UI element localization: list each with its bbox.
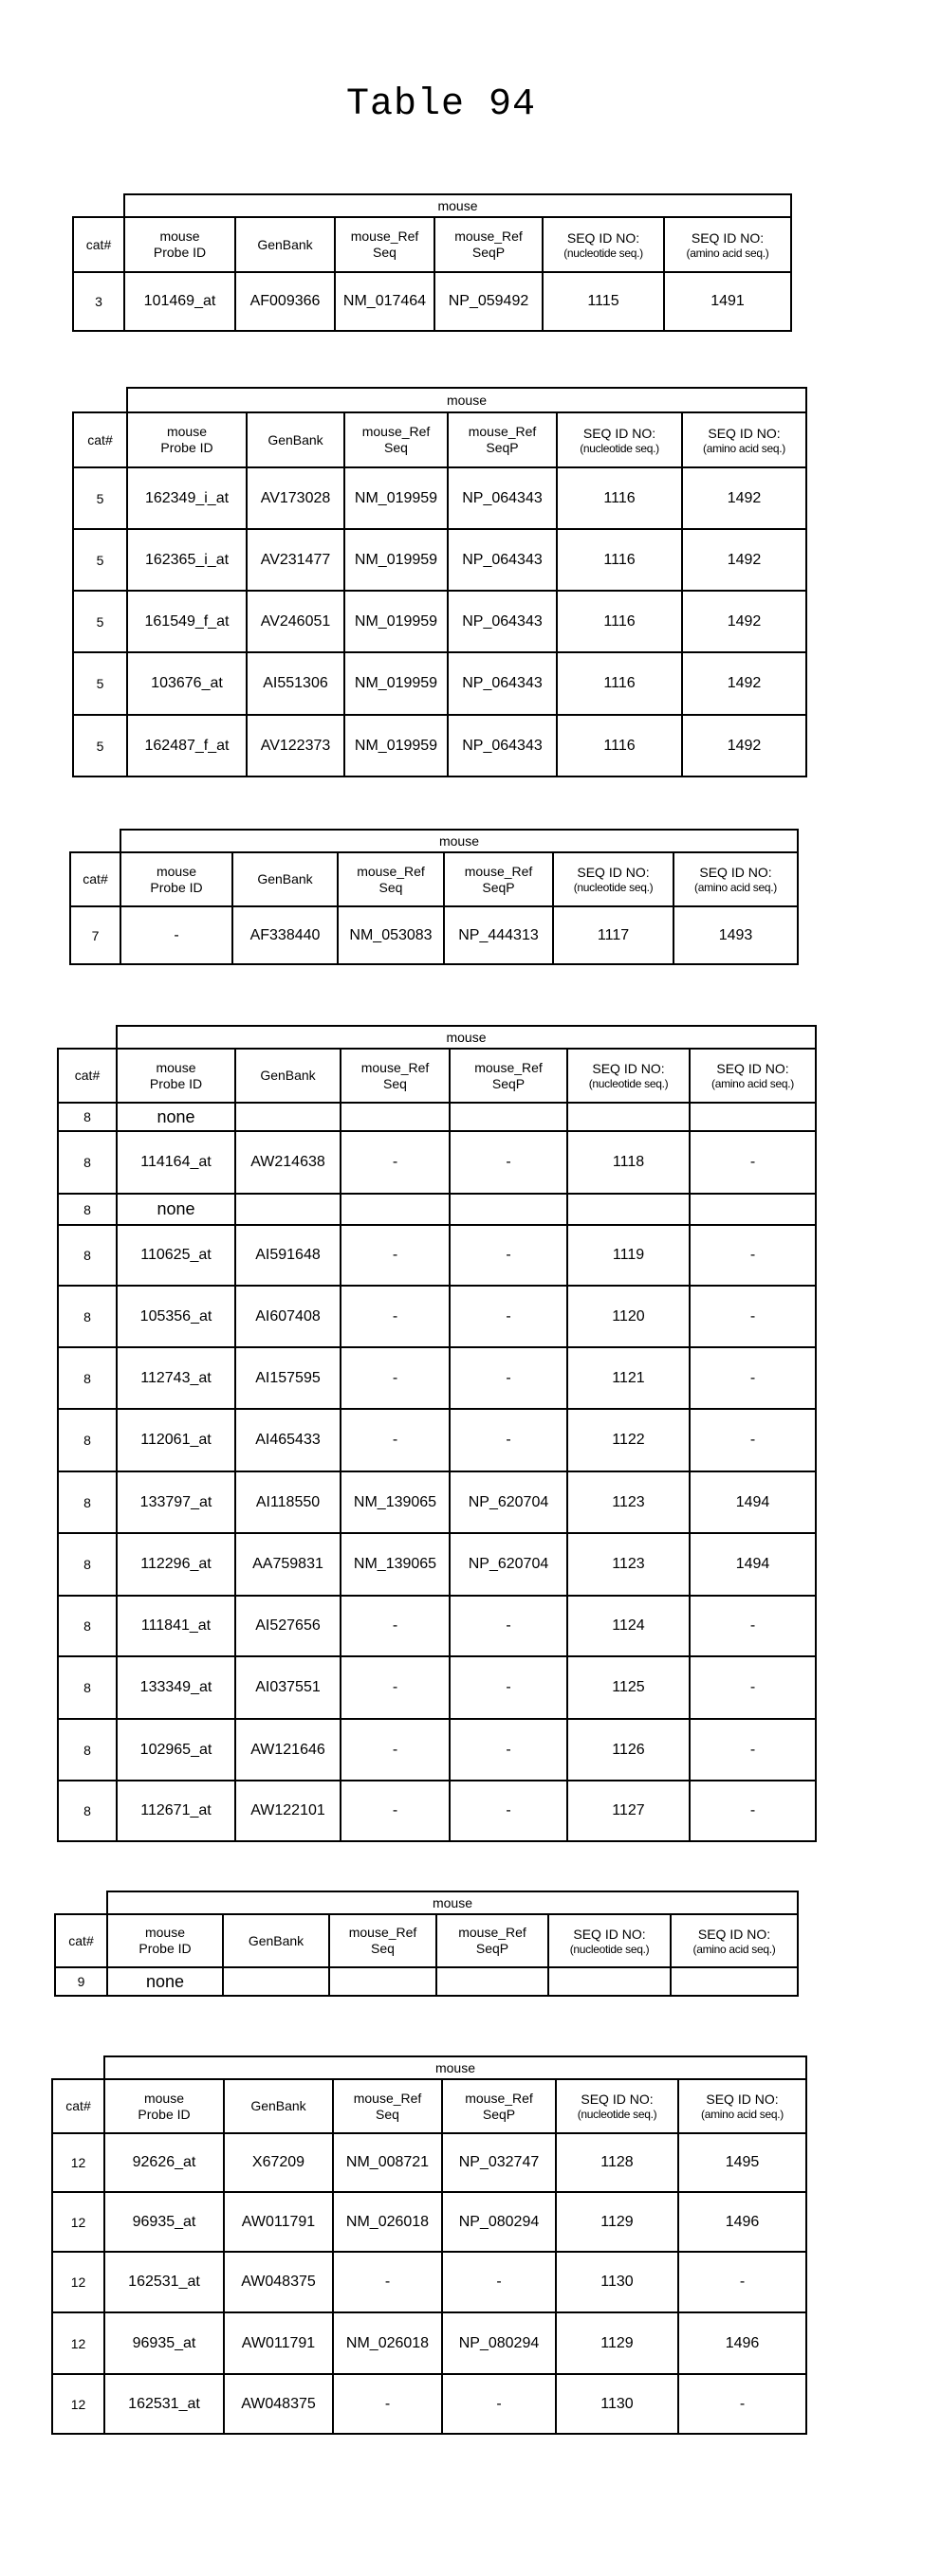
cell-ref-seqp: - bbox=[450, 1409, 567, 1471]
cell-probe-id: 114164_at bbox=[117, 1131, 235, 1194]
col-header-cat: cat# bbox=[52, 2079, 104, 2133]
cell-genbank bbox=[235, 1103, 341, 1131]
cell-seq-aa: - bbox=[678, 2252, 806, 2312]
data-table bbox=[72, 193, 792, 332]
col-header-ref-seq: mouse_Ref Seq bbox=[341, 1049, 450, 1103]
table-row bbox=[58, 1103, 816, 1131]
table-row bbox=[58, 1347, 816, 1409]
cell-probe-id: 101469_at bbox=[124, 272, 235, 331]
cell-seq-aa: 1492 bbox=[682, 467, 806, 529]
data-table bbox=[57, 1025, 817, 1842]
cell-seq-nt: 1121 bbox=[567, 1347, 690, 1409]
cell-seq-nt: 1130 bbox=[556, 2252, 678, 2312]
cell-ref-seqp bbox=[436, 1967, 548, 1996]
cell-ref-seqp: NP_064343 bbox=[448, 591, 557, 652]
cell-seq-nt: 1116 bbox=[557, 467, 682, 529]
cell-seq-aa: - bbox=[690, 1409, 816, 1471]
cell-cat: 8 bbox=[58, 1471, 117, 1533]
cell-ref-seq: - bbox=[341, 1131, 450, 1194]
col-header-cat: cat# bbox=[70, 852, 120, 906]
col-header-seq-nt: SEQ ID NO: (nucleotide seq.) bbox=[548, 1914, 671, 1967]
group-header-row bbox=[70, 830, 798, 852]
cell-seq-nt: 1123 bbox=[567, 1471, 690, 1533]
cell-seq-aa: 1496 bbox=[678, 2192, 806, 2252]
col-header-genbank: GenBank bbox=[223, 1914, 329, 1967]
page-title: Table 94 bbox=[0, 83, 882, 126]
cell-genbank: AA759831 bbox=[235, 1533, 341, 1596]
cell-seq-nt: 1129 bbox=[556, 2192, 678, 2252]
col-header-ref-seq: mouse_Ref Seq bbox=[338, 852, 444, 906]
cell-seq-nt: 1125 bbox=[567, 1656, 690, 1719]
table-row bbox=[70, 906, 798, 964]
cell-seq-nt: 1128 bbox=[556, 2133, 678, 2192]
group-header-row bbox=[55, 1891, 798, 1914]
cell-ref-seq: - bbox=[341, 1656, 450, 1719]
cell-seq-nt: 1122 bbox=[567, 1409, 690, 1471]
cell-probe-id: - bbox=[120, 906, 232, 964]
col-header-seq-nt-sub: (nucleotide seq.) bbox=[557, 2108, 677, 2121]
col-header-ref-seqp: mouse_Ref SeqP bbox=[448, 412, 557, 467]
col-header-cat: cat# bbox=[58, 1049, 117, 1103]
cell-ref-seq: NM_139065 bbox=[341, 1533, 450, 1596]
column-header-row bbox=[73, 217, 791, 272]
cell-ref-seq: - bbox=[341, 1719, 450, 1781]
cell-probe-id: 102965_at bbox=[117, 1719, 235, 1781]
col-header-seq-aa: SEQ ID NO: (amino acid seq.) bbox=[673, 852, 798, 906]
cell-ref-seqp: NP_080294 bbox=[442, 2312, 556, 2374]
col-header-seq-aa: SEQ ID NO: (amino acid seq.) bbox=[682, 412, 806, 467]
group-header-mouse: mouse bbox=[124, 194, 791, 217]
cell-ref-seqp: NP_444313 bbox=[444, 906, 553, 964]
cell-genbank: AW122101 bbox=[235, 1781, 341, 1841]
table-row bbox=[58, 1131, 816, 1194]
col-header-seq-nt: SEQ ID NO: (nucleotide seq.) bbox=[543, 217, 664, 272]
group-header-mouse: mouse bbox=[107, 1891, 798, 1914]
cell-ref-seq: - bbox=[341, 1781, 450, 1841]
data-table bbox=[54, 1891, 799, 1997]
cell-probe-id: 96935_at bbox=[104, 2312, 224, 2374]
col-header-genbank: GenBank bbox=[224, 2079, 333, 2133]
cell-seq-aa: - bbox=[690, 1286, 816, 1347]
column-header-row bbox=[58, 1049, 816, 1103]
cell-cat: 5 bbox=[73, 467, 127, 529]
cell-genbank: AW214638 bbox=[235, 1131, 341, 1194]
col-header-cat: cat# bbox=[55, 1914, 107, 1967]
table-row bbox=[73, 591, 806, 652]
cell-cat: 5 bbox=[73, 591, 127, 652]
table-row bbox=[73, 529, 806, 591]
cell-seq-nt: 1120 bbox=[567, 1286, 690, 1347]
cell-ref-seqp: - bbox=[450, 1596, 567, 1656]
cell-ref-seq: NM_026018 bbox=[333, 2192, 442, 2252]
col-header-seq-aa-sub: (amino acid seq.) bbox=[679, 2108, 805, 2121]
table-row bbox=[55, 1967, 798, 1996]
cell-ref-seqp: - bbox=[450, 1347, 567, 1409]
col-header-seq-nt-sub: (nucleotide seq.) bbox=[544, 247, 663, 260]
group-header-mouse: mouse bbox=[127, 388, 806, 412]
table-row bbox=[73, 467, 806, 529]
cell-ref-seq: NM_019959 bbox=[344, 467, 448, 529]
group-header-row bbox=[58, 1026, 816, 1049]
col-header-seq-nt: SEQ ID NO: (nucleotide seq.) bbox=[557, 412, 682, 467]
cell-seq-aa: 1491 bbox=[664, 272, 791, 331]
col-header-seq-aa: SEQ ID NO: (amino acid seq.) bbox=[664, 217, 791, 272]
cell-cat: 8 bbox=[58, 1103, 117, 1131]
cell-probe-id: 92626_at bbox=[104, 2133, 224, 2192]
table-row bbox=[52, 2312, 806, 2374]
table-row bbox=[58, 1471, 816, 1533]
cell-seq-aa: 1492 bbox=[682, 715, 806, 776]
cell-cat: 8 bbox=[58, 1533, 117, 1596]
cell-cat: 8 bbox=[58, 1656, 117, 1719]
cell-seq-aa: 1496 bbox=[678, 2312, 806, 2374]
col-header-probe-id: mouse Probe ID bbox=[124, 217, 235, 272]
cell-cat: 12 bbox=[52, 2374, 104, 2434]
cell-seq-aa: - bbox=[690, 1656, 816, 1719]
cell-cat: 12 bbox=[52, 2133, 104, 2192]
table-row bbox=[58, 1656, 816, 1719]
cell-seq-aa: 1492 bbox=[682, 529, 806, 591]
col-header-seq-aa-sub: (amino acid seq.) bbox=[674, 881, 797, 894]
cell-seq-aa: - bbox=[690, 1347, 816, 1409]
cell-probe-id: 162531_at bbox=[104, 2374, 224, 2434]
cell-ref-seqp: - bbox=[442, 2252, 556, 2312]
cell-seq-nt: 1119 bbox=[567, 1225, 690, 1286]
header-blank-cell bbox=[70, 830, 120, 852]
cell-seq-nt: 1115 bbox=[543, 272, 664, 331]
cell-ref-seq: NM_053083 bbox=[338, 906, 444, 964]
cell-ref-seq bbox=[341, 1194, 450, 1225]
table-row bbox=[73, 272, 791, 331]
cell-ref-seqp bbox=[450, 1103, 567, 1131]
cell-seq-nt: 1126 bbox=[567, 1719, 690, 1781]
cell-ref-seqp: NP_080294 bbox=[442, 2192, 556, 2252]
col-header-ref-seq: mouse_Ref Seq bbox=[335, 217, 434, 272]
table-row bbox=[58, 1286, 816, 1347]
col-header-seq-nt: SEQ ID NO: (nucleotide seq.) bbox=[553, 852, 673, 906]
cell-seq-aa: 1494 bbox=[690, 1533, 816, 1596]
cell-ref-seqp: - bbox=[442, 2374, 556, 2434]
cell-genbank bbox=[223, 1967, 329, 1996]
cell-cat: 3 bbox=[73, 272, 124, 331]
cell-genbank: AI037551 bbox=[235, 1656, 341, 1719]
cell-genbank: AF009366 bbox=[235, 272, 335, 331]
cell-seq-aa: 1492 bbox=[682, 591, 806, 652]
cell-seq-aa bbox=[671, 1967, 798, 1996]
col-header-seq-aa-sub: (amino acid seq.) bbox=[683, 442, 805, 455]
cell-probe-id: 162531_at bbox=[104, 2252, 224, 2312]
table-row bbox=[58, 1409, 816, 1471]
column-header-row bbox=[70, 852, 798, 906]
cell-ref-seqp: NP_064343 bbox=[448, 652, 557, 715]
cell-genbank bbox=[235, 1194, 341, 1225]
cell-probe-id: 112061_at bbox=[117, 1409, 235, 1471]
cell-ref-seqp: - bbox=[450, 1719, 567, 1781]
cell-ref-seqp bbox=[450, 1194, 567, 1225]
cell-probe-id: none bbox=[117, 1194, 235, 1225]
cell-ref-seqp: - bbox=[450, 1781, 567, 1841]
cell-probe-id: 105356_at bbox=[117, 1286, 235, 1347]
col-header-probe-id: mouse Probe ID bbox=[104, 2079, 224, 2133]
cell-genbank: AW048375 bbox=[224, 2374, 333, 2434]
column-header-row bbox=[55, 1914, 798, 1967]
cell-genbank: AI551306 bbox=[247, 652, 344, 715]
cell-seq-nt bbox=[548, 1967, 671, 1996]
col-header-seq-aa: SEQ ID NO: (amino acid seq.) bbox=[671, 1914, 798, 1967]
cell-ref-seq: - bbox=[341, 1225, 450, 1286]
col-header-seq-nt: SEQ ID NO: (nucleotide seq.) bbox=[567, 1049, 690, 1103]
cell-cat: 7 bbox=[70, 906, 120, 964]
cell-probe-id: 103676_at bbox=[127, 652, 247, 715]
table-row bbox=[58, 1596, 816, 1656]
cell-genbank: AV173028 bbox=[247, 467, 344, 529]
col-header-ref-seqp: mouse_Ref SeqP bbox=[442, 2079, 556, 2133]
col-header-ref-seqp: mouse_Ref SeqP bbox=[450, 1049, 567, 1103]
cell-seq-aa: - bbox=[690, 1225, 816, 1286]
data-table bbox=[72, 387, 807, 777]
col-header-probe-id: mouse Probe ID bbox=[127, 412, 247, 467]
col-header-genbank: GenBank bbox=[235, 217, 335, 272]
col-header-seq-nt-sub: (nucleotide seq.) bbox=[558, 442, 681, 455]
table-row bbox=[52, 2374, 806, 2434]
col-header-ref-seq: mouse_Ref Seq bbox=[329, 1914, 436, 1967]
cell-probe-id: 162487_f_at bbox=[127, 715, 247, 776]
cell-probe-id: 161549_f_at bbox=[127, 591, 247, 652]
cell-cat: 8 bbox=[58, 1409, 117, 1471]
group-header-row bbox=[73, 388, 806, 412]
col-header-seq-nt-sub: (nucleotide seq.) bbox=[549, 1943, 670, 1956]
cell-cat: 8 bbox=[58, 1719, 117, 1781]
cell-genbank: AI118550 bbox=[235, 1471, 341, 1533]
group-header-row bbox=[73, 194, 791, 217]
cell-ref-seqp: NP_064343 bbox=[448, 529, 557, 591]
cell-seq-nt: 1116 bbox=[557, 715, 682, 776]
cell-ref-seq: - bbox=[341, 1409, 450, 1471]
cell-seq-nt bbox=[567, 1103, 690, 1131]
col-header-ref-seq: mouse_Ref Seq bbox=[344, 412, 448, 467]
col-header-seq-aa-sub: (amino acid seq.) bbox=[691, 1077, 815, 1090]
col-header-probe-id: mouse Probe ID bbox=[117, 1049, 235, 1103]
cell-probe-id: 112296_at bbox=[117, 1533, 235, 1596]
cell-seq-aa: 1494 bbox=[690, 1471, 816, 1533]
cell-ref-seq: - bbox=[333, 2252, 442, 2312]
cell-ref-seq: NM_019959 bbox=[344, 652, 448, 715]
cell-probe-id: 110625_at bbox=[117, 1225, 235, 1286]
cell-ref-seq: - bbox=[341, 1596, 450, 1656]
col-header-seq-nt: SEQ ID NO: (nucleotide seq.) bbox=[556, 2079, 678, 2133]
cell-genbank: AW048375 bbox=[224, 2252, 333, 2312]
cell-cat: 8 bbox=[58, 1347, 117, 1409]
cell-cat: 5 bbox=[73, 529, 127, 591]
header-blank-cell bbox=[55, 1891, 107, 1914]
cell-seq-nt: 1130 bbox=[556, 2374, 678, 2434]
cell-seq-nt bbox=[567, 1194, 690, 1225]
cell-seq-nt: 1118 bbox=[567, 1131, 690, 1194]
header-blank-cell bbox=[52, 2056, 104, 2079]
cell-genbank: AV122373 bbox=[247, 715, 344, 776]
cell-cat: 8 bbox=[58, 1596, 117, 1656]
cell-cat: 5 bbox=[73, 652, 127, 715]
table-row bbox=[52, 2192, 806, 2252]
cell-probe-id: 133797_at bbox=[117, 1471, 235, 1533]
col-header-seq-aa-sub: (amino acid seq.) bbox=[672, 1943, 797, 1956]
cell-cat: 8 bbox=[58, 1225, 117, 1286]
cell-seq-aa: - bbox=[690, 1131, 816, 1194]
cell-ref-seq: NM_139065 bbox=[341, 1471, 450, 1533]
cell-ref-seq: NM_019959 bbox=[344, 591, 448, 652]
col-header-ref-seqp: mouse_Ref SeqP bbox=[436, 1914, 548, 1967]
cell-probe-id: 112743_at bbox=[117, 1347, 235, 1409]
col-header-probe-id: mouse Probe ID bbox=[107, 1914, 223, 1967]
cell-ref-seqp: NP_620704 bbox=[450, 1533, 567, 1596]
col-header-ref-seqp: mouse_Ref SeqP bbox=[444, 852, 553, 906]
cell-probe-id: 96935_at bbox=[104, 2192, 224, 2252]
cell-seq-aa bbox=[690, 1103, 816, 1131]
column-header-row bbox=[52, 2079, 806, 2133]
col-header-genbank: GenBank bbox=[235, 1049, 341, 1103]
col-header-ref-seqp: mouse_Ref SeqP bbox=[434, 217, 543, 272]
group-header-row bbox=[52, 2056, 806, 2079]
cell-ref-seqp: - bbox=[450, 1286, 567, 1347]
cell-ref-seq: - bbox=[333, 2374, 442, 2434]
cell-genbank: AI607408 bbox=[235, 1286, 341, 1347]
cell-probe-id: 111841_at bbox=[117, 1596, 235, 1656]
cell-genbank: AI465433 bbox=[235, 1409, 341, 1471]
cell-genbank: AW121646 bbox=[235, 1719, 341, 1781]
col-header-cat: cat# bbox=[73, 217, 124, 272]
cell-seq-nt: 1124 bbox=[567, 1596, 690, 1656]
cell-cat: 12 bbox=[52, 2192, 104, 2252]
group-header-mouse: mouse bbox=[120, 830, 798, 852]
cell-genbank: AI591648 bbox=[235, 1225, 341, 1286]
cell-ref-seq: - bbox=[341, 1347, 450, 1409]
table-row bbox=[52, 2133, 806, 2192]
group-header-mouse: mouse bbox=[104, 2056, 806, 2079]
cell-ref-seqp: NP_064343 bbox=[448, 715, 557, 776]
cell-cat: 8 bbox=[58, 1286, 117, 1347]
cell-seq-nt: 1116 bbox=[557, 529, 682, 591]
cell-seq-nt: 1123 bbox=[567, 1533, 690, 1596]
group-header-mouse: mouse bbox=[117, 1026, 816, 1049]
table-row bbox=[58, 1194, 816, 1225]
col-header-seq-aa: SEQ ID NO: (amino acid seq.) bbox=[678, 2079, 806, 2133]
col-header-seq-nt-sub: (nucleotide seq.) bbox=[554, 881, 673, 894]
cell-probe-id: 133349_at bbox=[117, 1656, 235, 1719]
data-table bbox=[69, 829, 799, 965]
cell-ref-seqp: - bbox=[450, 1225, 567, 1286]
col-header-genbank: GenBank bbox=[232, 852, 338, 906]
cell-seq-aa: - bbox=[690, 1596, 816, 1656]
col-header-seq-nt-sub: (nucleotide seq.) bbox=[568, 1077, 689, 1090]
cell-probe-id: 162349_i_at bbox=[127, 467, 247, 529]
cell-ref-seq: - bbox=[341, 1286, 450, 1347]
cell-ref-seqp: NP_059492 bbox=[434, 272, 543, 331]
cell-probe-id: none bbox=[117, 1103, 235, 1131]
cell-ref-seq bbox=[341, 1103, 450, 1131]
cell-ref-seq: NM_017464 bbox=[335, 272, 434, 331]
cell-cat: 9 bbox=[55, 1967, 107, 1996]
col-header-ref-seq: mouse_Ref Seq bbox=[333, 2079, 442, 2133]
cell-ref-seq: NM_019959 bbox=[344, 529, 448, 591]
header-blank-cell bbox=[73, 194, 124, 217]
cell-ref-seqp: - bbox=[450, 1656, 567, 1719]
table-row bbox=[73, 715, 806, 776]
cell-seq-aa: 1495 bbox=[678, 2133, 806, 2192]
cell-genbank: AI157595 bbox=[235, 1347, 341, 1409]
cell-cat: 8 bbox=[58, 1781, 117, 1841]
cell-genbank: AI527656 bbox=[235, 1596, 341, 1656]
cell-seq-nt: 1116 bbox=[557, 591, 682, 652]
col-header-probe-id: mouse Probe ID bbox=[120, 852, 232, 906]
col-header-seq-aa-sub: (amino acid seq.) bbox=[665, 247, 790, 260]
cell-cat: 5 bbox=[73, 715, 127, 776]
cell-seq-nt: 1117 bbox=[553, 906, 673, 964]
cell-genbank: AV246051 bbox=[247, 591, 344, 652]
cell-ref-seqp: NP_032747 bbox=[442, 2133, 556, 2192]
cell-genbank: AF338440 bbox=[232, 906, 338, 964]
cell-seq-nt: 1127 bbox=[567, 1781, 690, 1841]
cell-probe-id: 162365_i_at bbox=[127, 529, 247, 591]
cell-cat: 12 bbox=[52, 2252, 104, 2312]
cell-probe-id: 112671_at bbox=[117, 1781, 235, 1841]
table-row bbox=[52, 2252, 806, 2312]
cell-seq-nt: 1129 bbox=[556, 2312, 678, 2374]
cell-genbank: X67209 bbox=[224, 2133, 333, 2192]
header-blank-cell bbox=[73, 388, 127, 412]
table-row bbox=[73, 652, 806, 715]
table-row bbox=[58, 1225, 816, 1286]
cell-ref-seq: NM_019959 bbox=[344, 715, 448, 776]
col-header-cat: cat# bbox=[73, 412, 127, 467]
table-row bbox=[58, 1719, 816, 1781]
header-blank-cell bbox=[58, 1026, 117, 1049]
cell-ref-seqp: - bbox=[450, 1131, 567, 1194]
table-row bbox=[58, 1781, 816, 1841]
cell-genbank: AV231477 bbox=[247, 529, 344, 591]
column-header-row bbox=[73, 412, 806, 467]
data-table bbox=[51, 2055, 807, 2435]
cell-seq-aa: 1492 bbox=[682, 652, 806, 715]
cell-cat: 8 bbox=[58, 1194, 117, 1225]
cell-seq-aa bbox=[690, 1194, 816, 1225]
cell-cat: 12 bbox=[52, 2312, 104, 2374]
cell-ref-seq: NM_026018 bbox=[333, 2312, 442, 2374]
col-header-genbank: GenBank bbox=[247, 412, 344, 467]
table-row bbox=[58, 1533, 816, 1596]
cell-ref-seq bbox=[329, 1967, 436, 1996]
cell-cat: 8 bbox=[58, 1131, 117, 1194]
cell-seq-nt: 1116 bbox=[557, 652, 682, 715]
cell-probe-id: none bbox=[107, 1967, 223, 1996]
cell-genbank: AW011791 bbox=[224, 2192, 333, 2252]
col-header-seq-aa: SEQ ID NO: (amino acid seq.) bbox=[690, 1049, 816, 1103]
cell-seq-aa: - bbox=[678, 2374, 806, 2434]
cell-genbank: AW011791 bbox=[224, 2312, 333, 2374]
cell-ref-seqp: NP_064343 bbox=[448, 467, 557, 529]
cell-seq-aa: - bbox=[690, 1719, 816, 1781]
cell-seq-aa: - bbox=[690, 1781, 816, 1841]
cell-ref-seq: NM_008721 bbox=[333, 2133, 442, 2192]
cell-ref-seqp: NP_620704 bbox=[450, 1471, 567, 1533]
cell-seq-aa: 1493 bbox=[673, 906, 798, 964]
